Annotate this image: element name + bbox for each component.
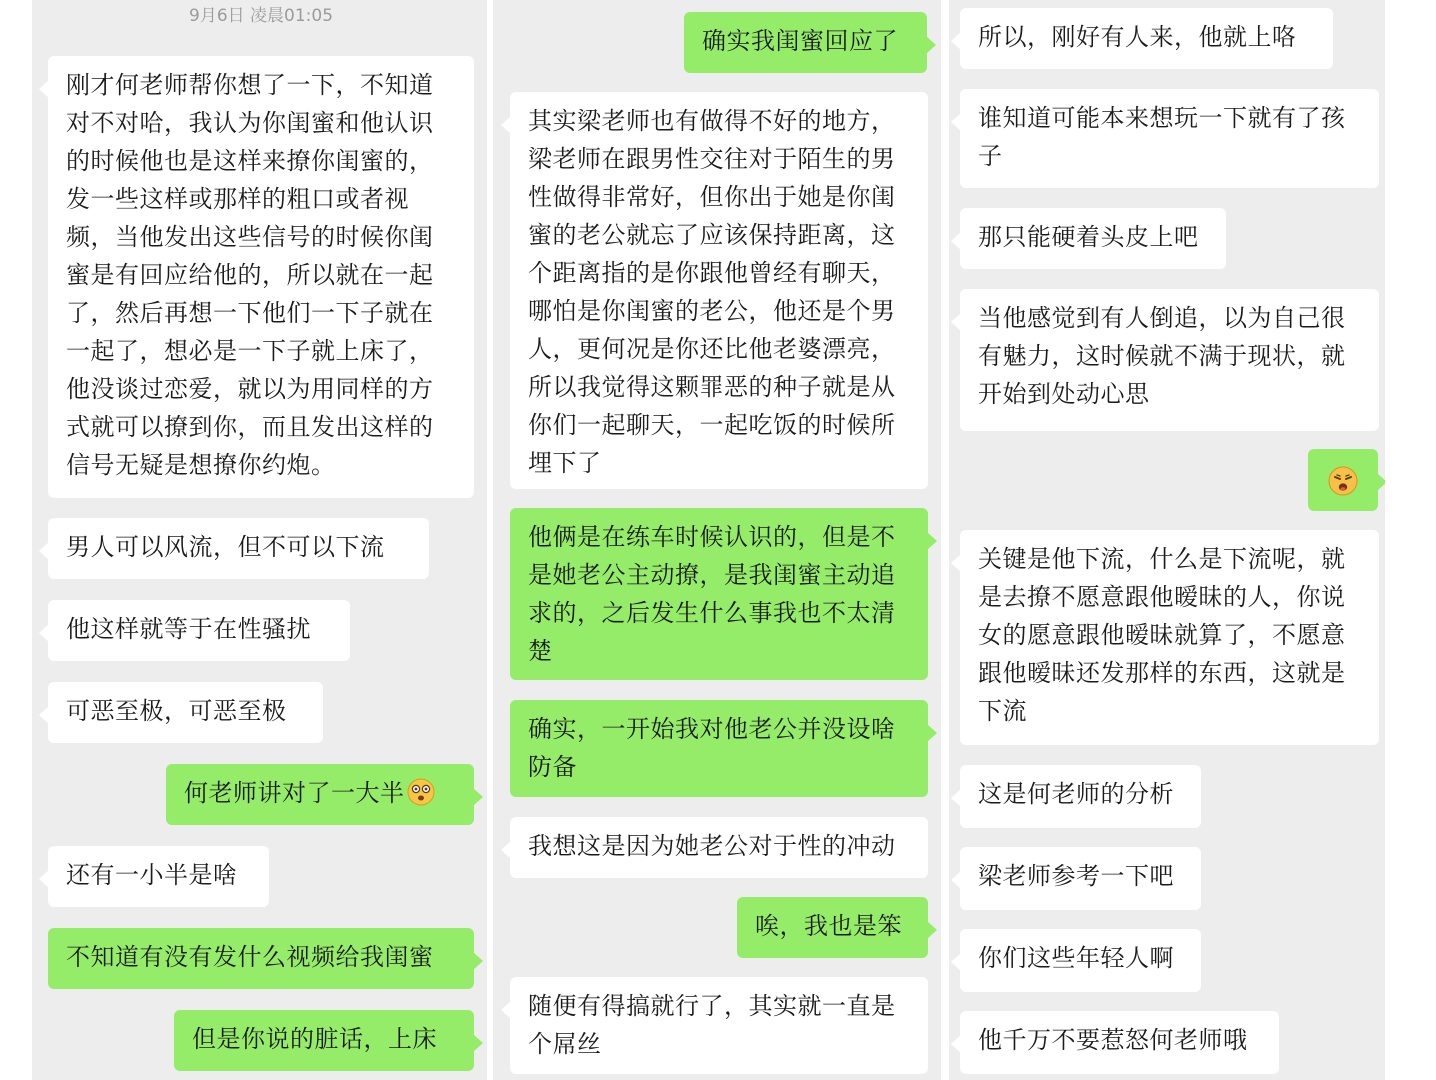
outgoing-message-bubble[interactable]: 不知道有没有发什么视频给我闺蜜 (48, 928, 474, 989)
incoming-message-bubble[interactable]: 男人可以风流，但不可以下流 (48, 518, 429, 579)
outgoing-message-bubble[interactable]: 确实我闺蜜回应了 (684, 12, 927, 73)
incoming-message-bubble[interactable]: 谁知道可能本来想玩一下就有了孩子 (960, 89, 1379, 188)
message-text: 何老师讲对了一大半 (184, 779, 405, 807)
incoming-message-bubble[interactable]: 当他感觉到有人倒追，以为自己很有魅力，这时候就不满于现状，就开始到处动心思 (960, 289, 1379, 431)
outgoing-message-bubble[interactable] (1308, 449, 1378, 511)
incoming-message-bubble[interactable]: 我想这是因为她老公对于性的冲动 (510, 817, 928, 878)
message-timestamp: 9月6日 凌晨01:05 (189, 6, 334, 26)
incoming-message-bubble[interactable]: 他千万不要惹怒何老师哦 (960, 1011, 1279, 1074)
incoming-message-bubble[interactable]: 你们这些年轻人啊 (960, 929, 1201, 992)
chat-panel-1[interactable] (32, 0, 487, 1080)
outgoing-message-bubble[interactable]: 他俩是在练车时候认识的，但是不是她老公主动撩，是我闺蜜主动追求的，之后发生什么事我也不太清楚 (510, 508, 928, 680)
outgoing-message-bubble[interactable]: 确实，一开始我对他老公并没设啥防备 (510, 700, 928, 797)
outgoing-message-bubble[interactable] (166, 764, 474, 825)
incoming-message-bubble[interactable]: 所以，刚好有人来，他就上咯 (960, 8, 1333, 69)
incoming-message-bubble[interactable]: 可恶至极，可恶至极 (48, 682, 323, 743)
incoming-message-bubble[interactable]: 这是何老师的分析 (960, 765, 1201, 828)
incoming-message-bubble[interactable]: 随便有得搞就行了，其实就一直是个屌丝 (510, 977, 928, 1074)
chat-panel-2[interactable] (493, 0, 941, 1080)
chat-panel-3[interactable] (949, 0, 1385, 1080)
dizzy-face-emoji-icon (407, 778, 435, 806)
outgoing-message-bubble[interactable]: 但是你说的脏话，上床 (174, 1010, 474, 1071)
incoming-message-bubble[interactable]: 其实梁老师也有做得不好的地方，梁老师在跟男性交往对于陌生的男性做得非常好，但你出于她是你闺蜜的老公就忘了应该保持距离，这个距离指的是你跟他曾经有聊天，哪怕是你闺蜜的老公，他还是个男人，更何况是你还比他老婆漂亮，所以我觉得这颗罪恶的种子就是从你们一起聊天，一起吃饭的时候所埋下了 (510, 92, 928, 489)
incoming-message-bubble[interactable]: 梁老师参考一下吧 (960, 847, 1201, 910)
incoming-message-bubble[interactable]: 那只能硬着头皮上吧 (960, 208, 1226, 269)
tired-face-emoji-icon (1327, 465, 1359, 497)
incoming-message-bubble[interactable]: 刚才何老师帮你想了一下，不知道对不对哈，我认为你闺蜜和他认识的时候他也是这样来撩你闺蜜的，发一些这样或那样的粗口或者视频，当他发出这些信号的时候你闺蜜是有回应给他的，所以就在一起了，然后再想一下他们一下子就在一起了，想必是一下子就上床了，他没谈过恋爱，就以为用同样的方式就可以撩到你，而且发出这样的信号无疑是想撩你约炮。 (48, 56, 474, 498)
incoming-message-bubble[interactable]: 他这样就等于在性骚扰 (48, 600, 350, 661)
outgoing-message-bubble[interactable]: 唉，我也是笨 (737, 897, 928, 958)
incoming-message-bubble[interactable]: 关键是他下流，什么是下流呢，就是去撩不愿意跟他暧昧的人，你说女的愿意跟他暧昧就算了，不愿意跟他暧昧还发那样的东西，这就是下流 (960, 530, 1379, 745)
incoming-message-bubble[interactable]: 还有一小半是啥 (48, 846, 269, 907)
